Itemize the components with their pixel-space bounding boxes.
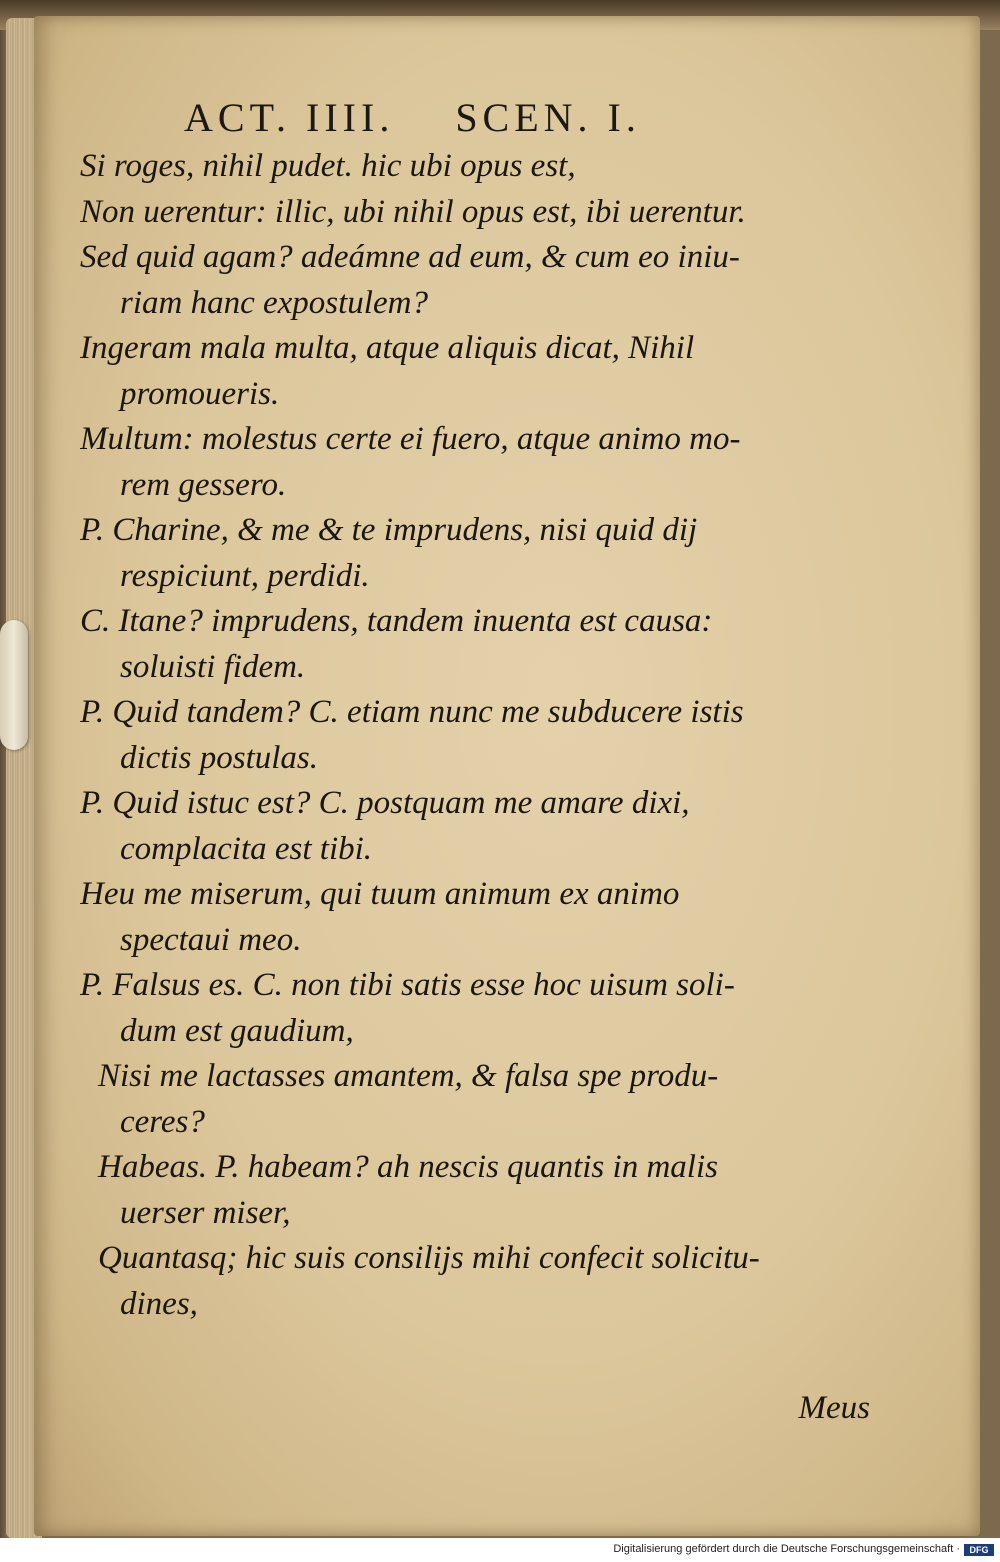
verse-line: dines, [120,1285,198,1322]
verse-line: dictis postulas. [120,739,319,776]
verse-line: ceres? [120,1103,205,1140]
catchword: Meus [798,1390,870,1426]
verse-line: P. Charine, & me & te imprudens, nisi quid dij [80,512,698,548]
book-page [34,16,980,1536]
verse-line: riam hanc expostulem? [120,284,428,321]
running-header [184,94,884,144]
verse-line: Nisi me lactasses amantem, & falsa spe produ- [98,1058,719,1094]
book-clasp [0,620,28,750]
verse-line: soluisti fidem. [120,648,306,685]
verse-line: P. Quid tandem? C. etiam nunc me subducere istis [80,694,744,730]
verse-line: Quantasq; hic suis consilijs mihi confecit solicitu- [98,1240,760,1276]
digitization-footer [0,1538,1000,1562]
verse-line: P. Falsus es. C. non tibi satis esse hoc uisum soli- [80,967,735,1003]
verse-line: respiciunt, perdidi. [120,557,370,594]
verse-line: dum est gaudium, [120,1012,354,1049]
verse-line: uerser miser, [120,1194,291,1231]
verse-line: Non uerentur: illic, ubi nihil opus est, ibi uerentur. [80,193,746,230]
verse-line: promoueris. [120,375,280,412]
verse-line: Multum: molestus certe ei fuero, atque animo mo- [80,421,741,457]
footer-credit: Digitalisierung gefördert durch die Deutsche Forschungsgemeinschaft · [613,1543,960,1555]
dfg-logo-icon: DFG [964,1544,994,1556]
verse-line: C. Itane? imprudens, tandem inuenta est causa: [80,603,713,639]
verse-line: Ingeram mala multa, atque aliquis dicat, Nihil [80,330,695,366]
verse-line: Sed quid agam? adeámne ad eum, & cum eo iniu- [80,239,740,275]
verse-line: rem gessero. [120,466,287,503]
verse-text-block [80,144,980,1327]
verse-line: P. Quid istuc est? C. postquam me amare dixi, [80,785,690,821]
verse-line: Heu me miserum, qui tuum animum ex animo [80,876,680,912]
verse-line: complacita est tibi. [120,830,373,867]
verse-line: Habeas. P. habeam? ah nescis quantis in malis [98,1149,718,1185]
verse-line: Si roges, nihil pudet. hic ubi opus est, [80,148,576,184]
verse-line: spectaui meo. [120,921,302,958]
act-label: ACT. IIII. [184,95,395,140]
scene-label: SCEN. I. [455,95,641,140]
